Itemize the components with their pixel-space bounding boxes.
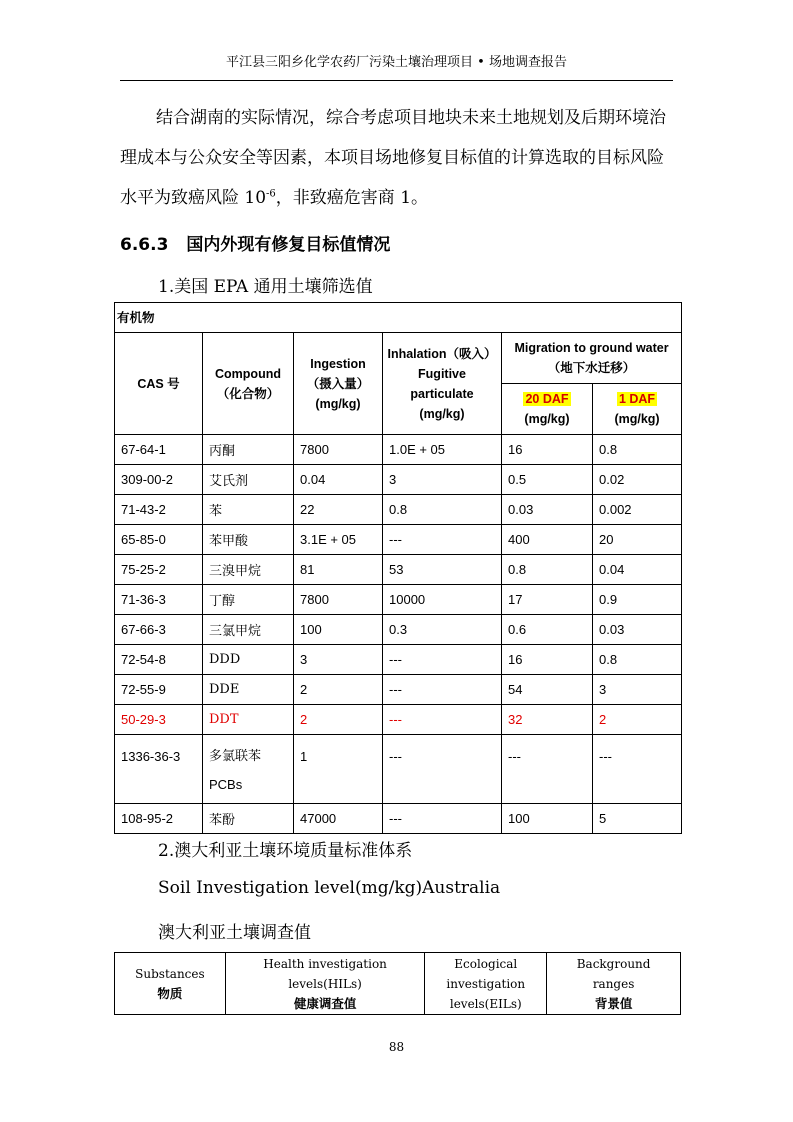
epa-screening-table <box>114 302 682 834</box>
col-background: Background ranges 背景值 <box>547 953 681 1015</box>
cell-inhalation: 3 <box>383 465 502 495</box>
cell-daf20: 0.03 <box>502 495 593 525</box>
cell-cas: 1336-36-3 <box>115 735 203 804</box>
cell-inhalation: 1.0E + 05 <box>383 435 502 465</box>
col-compound: Compound （化合物） <box>203 333 294 435</box>
cell-daf1: 0.8 <box>593 645 682 675</box>
cell-cas: 50-29-3 <box>115 705 203 735</box>
cell-daf1: 0.002 <box>593 495 682 525</box>
cell-ingestion: 7800 <box>294 435 383 465</box>
section-number: 6.6.3 <box>120 235 169 255</box>
col-cas: CAS 号 <box>115 333 203 435</box>
cell-inhalation: --- <box>383 735 502 804</box>
subheading-soil-level: Soil Investigation level(mg/kg)Australia <box>158 878 501 898</box>
cell-inhalation: 0.8 <box>383 495 502 525</box>
cell-daf20: 54 <box>502 675 593 705</box>
cell-daf20: 16 <box>502 435 593 465</box>
page-header: 平江县三阳乡化学农药厂污染土壤治理项目 • 场地调查报告 <box>120 52 673 81</box>
table-row <box>115 615 682 645</box>
cell-ingestion: 22 <box>294 495 383 525</box>
table-row <box>115 804 682 834</box>
table-row <box>115 465 682 495</box>
cell-inhalation: --- <box>383 705 502 735</box>
cell-daf1: 2 <box>593 705 682 735</box>
cell-daf20: 0.5 <box>502 465 593 495</box>
cell-inhalation: 10000 <box>383 585 502 615</box>
cell-ingestion: 100 <box>294 615 383 645</box>
cell-daf1: --- <box>593 735 682 804</box>
cell-cas: 72-54-8 <box>115 645 203 675</box>
cell-cas: 72-55-9 <box>115 675 203 705</box>
col-eil: Ecological investigation levels(EILs) <box>425 953 547 1015</box>
cell-ingestion: 2 <box>294 705 383 735</box>
cell-inhalation: 0.3 <box>383 615 502 645</box>
cell-inhalation: --- <box>383 645 502 675</box>
cell-ingestion: 3.1E + 05 <box>294 525 383 555</box>
col-daf20: 20 DAF (mg/kg) <box>502 384 593 435</box>
col-hil: Health investigation levels(HILs) 健康调查值 <box>225 953 425 1015</box>
cell-cas: 309-00-2 <box>115 465 203 495</box>
col-ingestion: Ingestion （摄入量） (mg/kg) <box>294 333 383 435</box>
cell-compound: 多氯联苯 PCBs <box>203 735 294 804</box>
table-row <box>115 675 682 705</box>
cell-compound: DDE <box>203 675 294 705</box>
cell-daf1: 20 <box>593 525 682 555</box>
col-substances: Substances 物质 <box>115 953 226 1015</box>
table-row <box>115 705 682 735</box>
cell-ingestion: 81 <box>294 555 383 585</box>
cell-daf1: 0.04 <box>593 555 682 585</box>
daf1-highlight: 1 DAF <box>618 392 656 406</box>
daf20-highlight: 20 DAF <box>525 392 569 406</box>
cell-cas: 65-85-0 <box>115 525 203 555</box>
section-heading <box>120 230 390 255</box>
cell-ingestion: 3 <box>294 645 383 675</box>
cell-compound: 苯酚 <box>203 804 294 834</box>
cell-daf1: 3 <box>593 675 682 705</box>
cell-ingestion: 0.04 <box>294 465 383 495</box>
cell-daf20: 17 <box>502 585 593 615</box>
cell-cas: 71-36-3 <box>115 585 203 615</box>
cell-ingestion: 47000 <box>294 804 383 834</box>
subheading-australia: 2.澳大利亚土壤环境质量标准体系 <box>158 841 413 861</box>
cell-inhalation: --- <box>383 675 502 705</box>
cell-inhalation: --- <box>383 804 502 834</box>
cell-inhalation: 53 <box>383 555 502 585</box>
cell-compound: 艾氏剂 <box>203 465 294 495</box>
table-row <box>115 525 682 555</box>
table-row <box>115 435 682 465</box>
cell-daf20: 0.6 <box>502 615 593 645</box>
cell-daf20: 100 <box>502 804 593 834</box>
table-row <box>115 585 682 615</box>
col-migration: Migration to ground water （地下水迁移） <box>502 333 682 384</box>
cell-daf20: 16 <box>502 645 593 675</box>
exponent: -6 <box>266 188 276 200</box>
cell-compound: DDD <box>203 645 294 675</box>
table-title: 有机物 <box>115 303 682 333</box>
cell-compound: 苯甲酸 <box>203 525 294 555</box>
body-paragraph: 结合湖南的实际情况，综合考虑项目地块未来土地规划及后期环境治理成本与公众安全等因素，本项目场地修复目标值的计算选取的目标风险水平为致癌风险 $10^{-6}$，非致癌危害商 1。 <box>120 108 666 208</box>
cell-daf1: 0.9 <box>593 585 682 615</box>
cell-daf20: 400 <box>502 525 593 555</box>
cell-ingestion: 1 <box>294 735 383 804</box>
cell-daf1: 0.02 <box>593 465 682 495</box>
cell-compound: 丙酮 <box>203 435 294 465</box>
table-row <box>115 555 682 585</box>
subheading-australia-values: 澳大利亚土壤调查值 <box>158 923 311 943</box>
subheading-epa: 1.美国 EPA 通用土壤筛选值 <box>158 277 373 297</box>
cell-daf20: 32 <box>502 705 593 735</box>
page-number: 88 <box>388 1040 405 1054</box>
cell-daf20: --- <box>502 735 593 804</box>
cell-daf1: 0.8 <box>593 435 682 465</box>
cell-daf20: 0.8 <box>502 555 593 585</box>
col-inhalation: Inhalation（吸入） Fugitive particulate (mg/kg) <box>383 333 502 435</box>
cell-cas: 75-25-2 <box>115 555 203 585</box>
cell-cas: 67-64-1 <box>115 435 203 465</box>
australia-table <box>114 952 681 1015</box>
cell-compound: 三溴甲烷 <box>203 555 294 585</box>
cell-cas: 108-95-2 <box>115 804 203 834</box>
cell-daf1: 0.03 <box>593 615 682 645</box>
col-daf1: 1 DAF (mg/kg) <box>593 384 682 435</box>
table-row <box>115 645 682 675</box>
cell-daf1: 5 <box>593 804 682 834</box>
cell-inhalation: --- <box>383 525 502 555</box>
cell-cas: 71-43-2 <box>115 495 203 525</box>
cell-cas: 67-66-3 <box>115 615 203 645</box>
cell-compound: 苯 <box>203 495 294 525</box>
cell-compound: DDT <box>203 705 294 735</box>
cell-compound: 丁醇 <box>203 585 294 615</box>
cell-ingestion: 7800 <box>294 585 383 615</box>
cell-ingestion: 2 <box>294 675 383 705</box>
table-row <box>115 735 682 804</box>
table-row <box>115 495 682 525</box>
section-title: 国内外现有修复目标值情况 <box>186 235 391 255</box>
cell-compound: 三氯甲烷 <box>203 615 294 645</box>
